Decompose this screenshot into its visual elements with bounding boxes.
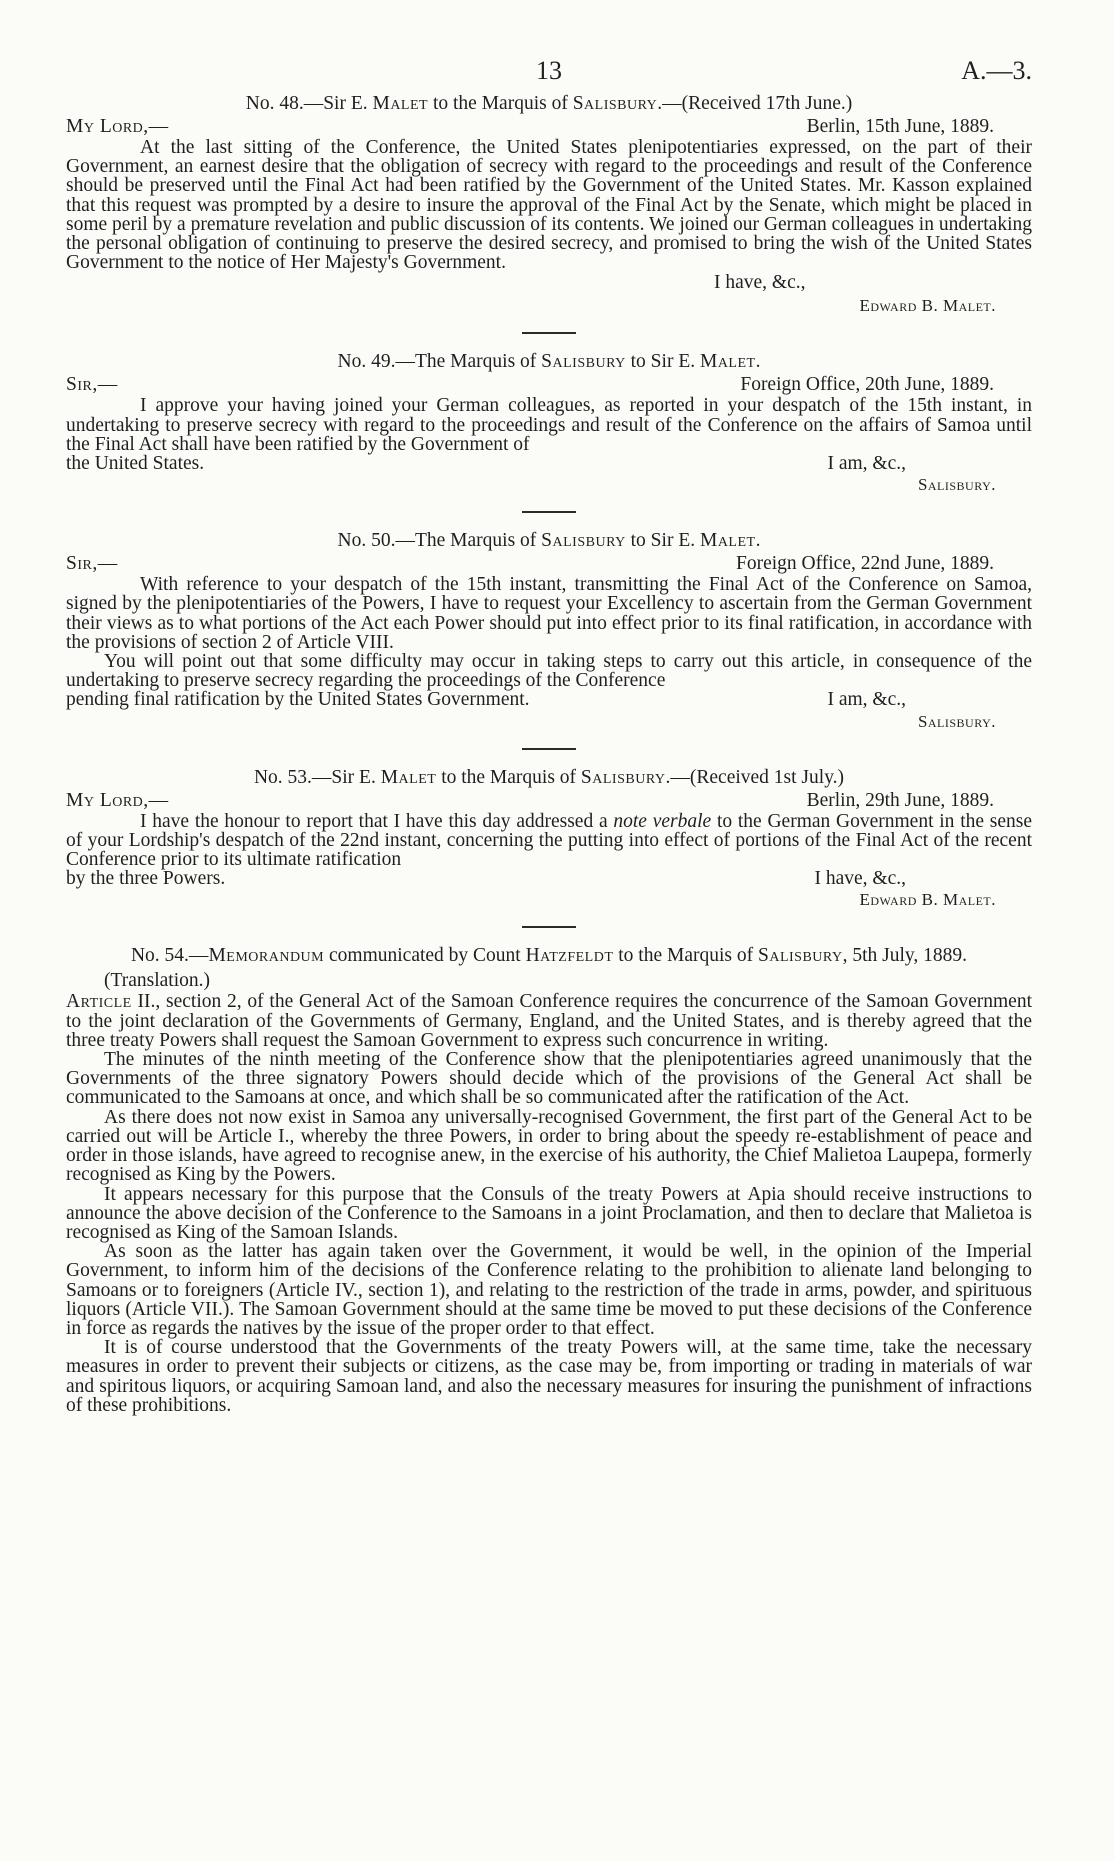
despatch-no-48: [66, 92, 1032, 318]
paragraph-last-line: by the three Powers.: [66, 868, 226, 890]
salutation: Sir,—: [66, 553, 118, 575]
salutation-row: [66, 374, 1032, 396]
entry-heading: No. 48.—Sir E. Malet to the Marquis of Salisbury.—(Received 17th June.): [245, 93, 853, 114]
paragraph-last-line: the United States.: [66, 453, 205, 475]
body-paragraph: You will point out that some difficulty may occur in taking steps to carry out this article, in consequence of the undertaking to preserve secrecy regarding the proceedings of the Conference: [66, 651, 1032, 692]
body-paragraph: I approve your having joined your German colleagues, as reported in your despatch of the 15th instant, in undertaking to preserve secrecy with regard to the proceedings and result of the Conference on the affairs of Samoa until the Final Act shall have been ratified by the Government of: [66, 395, 1032, 455]
place-date: Foreign Office, 20th June, 1889.: [740, 374, 994, 396]
body-paragraph: As there does not now exist in Samoa any universally-recognised Government, the first part of the General Act to be carried out will be Article I., whereby the three Powers, in order to bring about the speedy re-establishment of peace and order in those islands, have agreed to recognise anew, in the exercise of his authority, the Chief Malietoa Laupepa, formerly recognised as King by the Powers.: [66, 1106, 1032, 1186]
document-page: [66, 56, 1032, 1415]
salutation: My Lord,—: [66, 789, 169, 811]
closing: I have, &c.,: [714, 272, 806, 294]
body-paragraph: It is of course understood that the Governments of the treaty Powers will, at the same time, take the necessary measures in order to prevent their subjects or citizens, as the case may be, from importing or trading in materials of war and spiritous liquors, or acquiring Samoan land, and also the necessary measures for insuring the punishment of infractions of these prohibitions.: [66, 1337, 1032, 1416]
body-paragraph: As soon as the latter has again taken over the Government, it would be well, in the opinion of the Imperial Government, to inform him of the decisions of the Conference relating to the prohibition to alienate land belonging to Samoans or to foreigners (Article IV., section 1), and relating to the restriction of the trade in arms, powder, and spirituous liquors (Article VII.). The Samoan Government should at the same time be moved to put these decisions of the Conference in force as regards the natives by the issue of the proper order to that effect.: [66, 1241, 1032, 1339]
salutation: My Lord,—: [66, 116, 169, 137]
section-divider: [522, 748, 576, 750]
despatch-no-53: [66, 766, 1032, 913]
section-divider: [522, 332, 576, 334]
body-paragraph: It appears necessary for this purpose that the Consuls of the treaty Powers at Apia should receive instructions to announce the above decision of the Conference to the Samoans in a joint Proclamation, and then to declare that Malietoa is recognised as King of the Samoan Islands.: [66, 1183, 1032, 1243]
closing-line: [66, 454, 1032, 473]
place-date: Berlin, 15th June, 1889.: [806, 116, 994, 137]
signature: Edward B. Malet.: [859, 296, 996, 316]
salutation-row: [66, 790, 1032, 812]
closing: I have, &c.,: [814, 868, 906, 890]
translation-note: (Translation.): [104, 970, 210, 992]
note-verbale-italic: note verbale: [613, 810, 712, 832]
closing: I am, &c.,: [827, 453, 906, 475]
page-number: 13: [536, 56, 562, 85]
document-reference: A.—3.: [961, 56, 1032, 85]
signature: Salisbury.: [917, 711, 996, 731]
place-date: Foreign Office, 22nd June, 1889.: [736, 553, 994, 575]
body-paragraph: Article II., section 2, of the General Act of the Samoan Conference requires the concurrence of the Samoan Government to the joint declaration of the Governments of Germany, England, and the United States, and is thereby agreed that the three treaty Powers shall request the Samoan Government to express such concurrence in writing.: [66, 991, 1032, 1051]
salutation-row: [66, 553, 1032, 575]
entry-heading: No. 54.—Memorandum communicated by Count Hatzfeldt to the Marquis of Salisbury, 5th July, 1889.: [130, 945, 968, 967]
body-paragraph: With reference to your despatch of the 15th instant, transmitting the Final Act of the Conference on Samoa, signed by the plenipotentiaries of the Powers, I have to request your Excellency to ascertain from the German Government their views as to what portions of the Act each Power should put into effect prior to its final ratification, in accordance with the provisions of section 2 of Article VIII.: [66, 574, 1032, 653]
salutation: Sir,—: [66, 374, 118, 396]
memorandum-no-54: [66, 944, 1032, 1414]
section-divider: [522, 926, 576, 928]
body-paragraph: The minutes of the ninth meeting of the Conference show that the plenipotentiaries agreed unanimously that the Governments of the three signatory Powers should decide which of the provisions of the General Act shall be communicated to the Samoans at once, and which shall be so communicated after the ratification of the Act.: [66, 1049, 1032, 1109]
page-header: [66, 56, 1032, 90]
signature: Salisbury.: [917, 475, 996, 495]
despatch-no-49: [66, 350, 1032, 497]
paragraph-last-line: pending final ratification by the United States Government.: [66, 689, 530, 711]
entry-heading: No. 50.—The Marquis of Salisbury to Sir E. Malet.: [337, 530, 761, 552]
section-divider: [522, 511, 576, 513]
closing-line: [66, 869, 1032, 888]
closing-line: [66, 690, 1032, 709]
closing: I am, &c.,: [827, 689, 906, 711]
body-paragraph: I have the honour to report that I have this day addressed a note verbale to the German Government in the sense of your Lordship's despatch of the 22nd instant, concerning the putting into effect of portions of the Final Act of the recent Conference prior to its ultimate ratification: [66, 810, 1033, 871]
place-date: Berlin, 29th June, 1889.: [806, 789, 994, 811]
signature: Edward B. Malet.: [859, 890, 996, 910]
salutation-row: [66, 116, 1032, 138]
entry-heading: No. 49.—The Marquis of Salisbury to Sir E. Malet.: [337, 351, 761, 373]
entry-heading: No. 53.—Sir E. Malet to the Marquis of Salisbury.—(Received 1st July.): [253, 766, 845, 788]
despatch-no-50: [66, 529, 1032, 733]
body-paragraph: At the last sitting of the Conference, the United States plenipotentiaries expressed, on the part of their Government, an earnest desire that the obligation of secrecy with regard to the proceedings and result of the Conference should be preserved until the Final Act had been ratified by the Government of the United States. Mr. Kasson explained that this request was prompted by a desire to insure the approval of the Final Act by the Senate, which might be placed in some peril by a premature revelation and public discussion of its contents. We joined our German colleagues in undertaking the personal obligation of continuing to preserve the desired secrecy, and promised to bring the wish of the United States Government to the notice of Her Majesty's Government.: [66, 137, 1032, 274]
